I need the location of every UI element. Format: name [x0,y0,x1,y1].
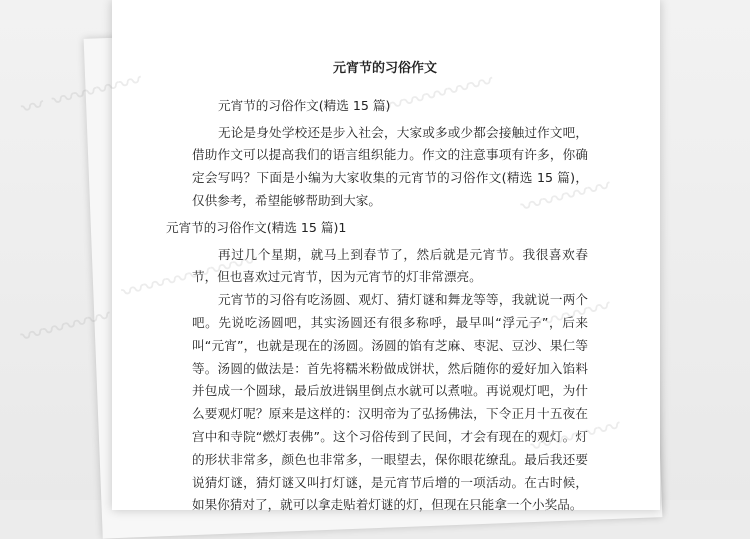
document-content [166,58,588,517]
document-title: 元宵节的习俗作文 [332,61,437,76]
document-page [112,0,660,513]
paragraph-2: 元宵节的习俗有吃汤圆、观灯、猜灯谜和舞龙等等，我就说一两个吧。先说吃汤圆吧，其实汤圆还有很多称呼，最早叫“浮元子”，后来叫“元宵”，也就是现在的汤圆。汤圆的馅有芝麻、枣泥、豆沙、果仁等等。汤圆的做法是：首先将糯米粉做成饼状，然后随你的爱好加入馅料并包成一个圆球，最后放进锅里倒点水就可以煮啦。再说观灯吧，为什么要观灯呢？原来是这样的：汉明帝为了弘扬佛法，下令正月十五夜在宫中和寺院“燃灯表佛”。这个习俗传到了民间，才会有现在的观灯。灯的形状非常多，颜色也非常多，一眼望去，保你眼花缭乱。最后我还要说猜灯谜，猜灯谜又叫打灯谜，是元宵节后增的一项活动。在古时候，如果你猜对了，就可以拿走贴着灯谜的灯，但现在只能拿一个小奖品。 [192,292,588,513]
intro-paragraph: 无论是身处学校还是步入社会，大家或多或少都会接触过作文吧，借助作文可以提高我们的语言组织能力。作文的注意事项有许多，你确定会写吗？下面是小编为大家收集的元宵节的习俗作文(精选 15 篇)，仅供参考，希望能够帮助到大家。 [192,124,588,208]
paragraph-1: 再过几个星期，就马上到春节了，然后就是元宵节。我很喜欢春节，但也喜欢过元宵节，因为元宵节的灯非常漂亮。 [192,246,588,285]
watermark: 〰 〰〰〰〰 [19,68,146,123]
watermark: 〰〰〰〰 [18,304,115,351]
section-title: 元宵节的习俗作文(精选 15 篇)1 [166,219,347,235]
document-subtitle: 元宵节的习俗作文(精选 15 篇) [218,97,391,113]
